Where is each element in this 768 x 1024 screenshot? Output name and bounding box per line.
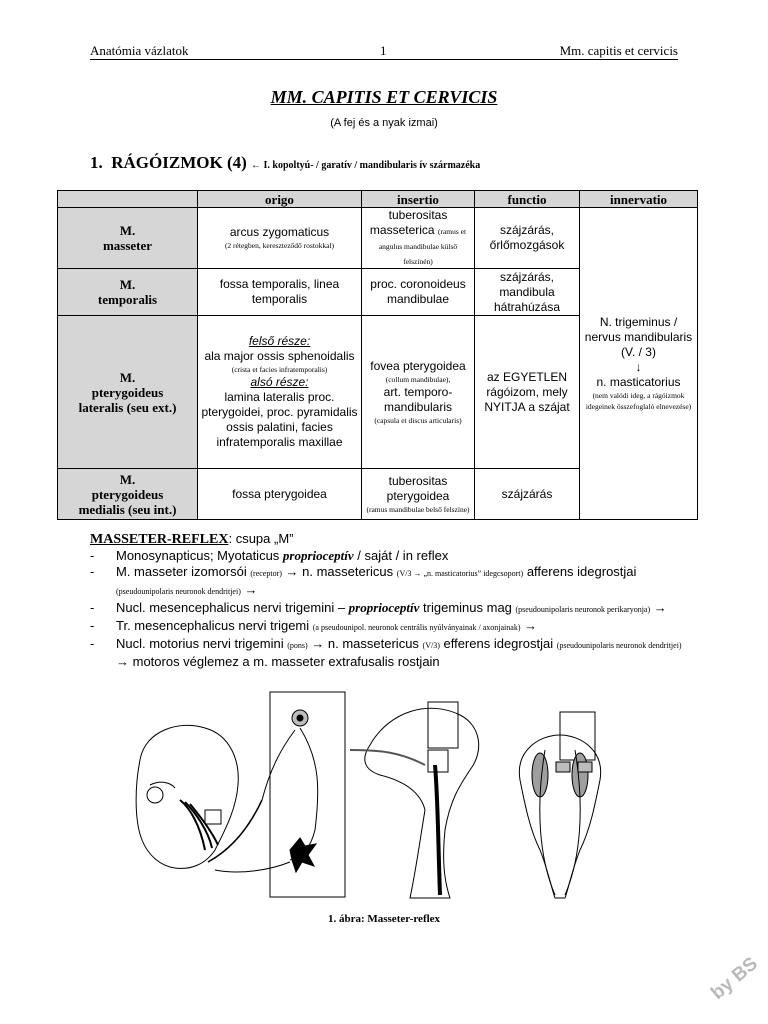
- muscle-name: [58, 269, 198, 316]
- insertio-text: fovea pterygoidea: [370, 358, 466, 373]
- reflex-title: MASSETER-REFLEX: [90, 532, 229, 547]
- list-item: [90, 636, 690, 670]
- table-corner: [58, 191, 198, 208]
- reflex-text: Nucl. mesencephalicus nervi trigemini –: [116, 600, 349, 615]
- down-arrow-icon: ↓: [635, 360, 642, 374]
- reflex-text: → motoros véglemez a m. masseter extrafusalis rostjain: [116, 654, 440, 669]
- innervatio-cell: [580, 208, 698, 520]
- header-left: Anatómia vázlatok: [90, 43, 189, 58]
- reflex-text: efferens idegrostjai: [439, 636, 557, 651]
- muscle-name-line: M.: [119, 277, 136, 292]
- muscle-name-line: M.: [119, 471, 136, 487]
- muscle-name-line: pterygoideus: [91, 384, 164, 400]
- muscle-name-line: pterygoideus: [91, 486, 164, 502]
- masseter-reflex-section: [90, 531, 690, 670]
- reflex-note: (V/3): [422, 641, 440, 650]
- reflex-emphasis: proprioceptív: [348, 600, 420, 615]
- insertio-text: tuberositas masseterica: [369, 208, 448, 237]
- origo-note: (2 rétegben, kereszteződő rostokkal): [224, 241, 335, 250]
- reflex-text: Tr. mesencephalicus nervi trigemi: [116, 618, 313, 633]
- reflex-heading: [90, 531, 690, 548]
- reflex-note: (pseudounipolaris neuronok perikaryonja): [515, 605, 651, 614]
- reflex-text: →: [520, 618, 538, 633]
- section-note: ← I. kopoltyú- / garatív / mandibularis ív származéka: [251, 160, 481, 171]
- insertio-text: tuberositas pterygoidea: [386, 473, 450, 503]
- muscle-name: [58, 316, 198, 469]
- origo-label: felső része:: [248, 334, 311, 348]
- reflex-text: →: [240, 582, 258, 597]
- list-item: [90, 564, 690, 600]
- masseter-reflex-figure: [120, 690, 640, 900]
- functio-cell: szájzárás, mandibula hátrahúzása: [475, 269, 580, 316]
- insertio-note: (ramus et angulus mandibulae külső felszínén): [378, 227, 467, 266]
- col-header: origo: [198, 191, 362, 208]
- reflex-note: (pons): [287, 641, 308, 650]
- origo-cell: fossa temporalis, linea temporalis: [198, 269, 362, 316]
- insertio-cell: [362, 469, 475, 520]
- muscle-name-line: temporalis: [97, 292, 158, 307]
- reflex-text: afferens idegrostjai: [523, 564, 637, 579]
- section-heading: [90, 153, 480, 173]
- origo-text: arcus zygomaticus: [229, 225, 330, 239]
- reflex-text: trigeminus mag: [419, 600, 516, 615]
- origo-cell: [198, 316, 362, 469]
- reflex-text: M. masseter izomorsói: [116, 564, 251, 579]
- col-header: functio: [475, 191, 580, 208]
- table-header-row: [58, 191, 698, 208]
- insertio-cell: [362, 208, 475, 269]
- col-header: insertio: [362, 191, 475, 208]
- origo-cell: fossa pterygoidea: [198, 469, 362, 520]
- list-item: [90, 600, 690, 618]
- muscle-name-line: M.: [119, 223, 136, 238]
- insertio-note: (ramus mandibulae belső felszíne): [366, 504, 470, 514]
- page-header: [90, 43, 678, 60]
- origo-cell: [198, 208, 362, 269]
- insertio-note: (collum mandibulae),: [385, 374, 451, 384]
- muscle-name-line: lateralis (seu ext.): [78, 399, 177, 415]
- insertio-cell: proc. coronoideus mandibulae: [362, 269, 475, 316]
- reflex-text: / saját / in reflex: [353, 548, 449, 563]
- reflex-text: → n. massetericus: [307, 636, 423, 651]
- reflex-note: (pseudounipolaris neuronok dendritjei): [116, 587, 241, 596]
- brainstem-section: [365, 708, 479, 898]
- section-number: 1.: [90, 153, 103, 172]
- insertio-note: (capsula et discus articularis): [374, 415, 462, 425]
- insertio-text: art. temporo-mandibularis: [383, 384, 453, 414]
- reflex-note: (receptor): [250, 569, 282, 578]
- functio-cell: szájzárás, őrlőmozgások: [475, 208, 580, 269]
- page-subtitle: (A fej és a nyak izmai): [330, 117, 438, 129]
- insertio-cell: [362, 316, 475, 469]
- watermark: by BS: [707, 953, 762, 1004]
- muscle-table: [57, 190, 698, 520]
- muscle-name-line: M.: [119, 369, 136, 385]
- innervatio-note: (nem valódi ideg, a rágóizmok idegeinek összefoglaló elnevezése): [585, 391, 692, 411]
- page-number: 1: [380, 43, 387, 58]
- muscle-name: [58, 208, 198, 269]
- reflex-text: → n. massetericus: [281, 564, 397, 579]
- page-title: MM. CAPITIS ET CERVICIS: [270, 87, 498, 107]
- reflex-title-rest: : csupa „M”: [228, 531, 294, 546]
- origo-label: alsó része:: [250, 375, 309, 389]
- reflex-text: →: [650, 600, 667, 615]
- list-item: [90, 618, 690, 636]
- muscle-name: [58, 469, 198, 520]
- reflex-text: Nucl. motorius nervi trigemini: [116, 636, 288, 651]
- origo-text: ala major ossis sphenoidalis: [204, 349, 355, 363]
- innervatio-text: n. masticatorius: [596, 375, 681, 389]
- brainstem-detail-box: [270, 692, 345, 897]
- functio-cell: szájzárás: [475, 469, 580, 520]
- muscle-name-line: masseter: [102, 238, 153, 253]
- reflex-note: (a pseudounipol. neuronok centrális nyúlványainak / axonjainak): [312, 623, 521, 632]
- list-item: [90, 548, 690, 564]
- reflex-note: (pseudounipolaris neuronok dendritjei): [556, 641, 682, 650]
- reflex-emphasis: proprioceptív: [282, 548, 354, 563]
- origo-note: (crista et facies infratemporalis): [231, 365, 328, 374]
- muscle-name-line: medialis (seu int.): [78, 501, 177, 517]
- header-right: Mm. capitis et cervicis: [559, 43, 678, 58]
- functio-cell: az EGYETLEN rágóizom, mely NYITJA a szájat: [475, 316, 580, 469]
- col-header: innervatio: [580, 191, 698, 208]
- origo-text: lamina lateralis proc. pterygoidei, proc. pyramidalis ossis palatini, facies infratemporalis maxillae: [201, 390, 358, 449]
- table-row: [58, 208, 698, 269]
- skull-illustration: [136, 725, 238, 868]
- reflex-text: Monosynapticus; Myotaticus: [116, 548, 283, 563]
- reflex-note: (V/3 → „n. masticatorius” idegcsoport): [396, 569, 524, 578]
- section-title: RÁGÓIZMOK (4): [111, 153, 247, 172]
- figure-caption: 1. ábra: Masseter-reflex: [327, 913, 441, 925]
- innervatio-text: N. trigeminus / nervus mandibularis (V. / 3): [584, 315, 693, 359]
